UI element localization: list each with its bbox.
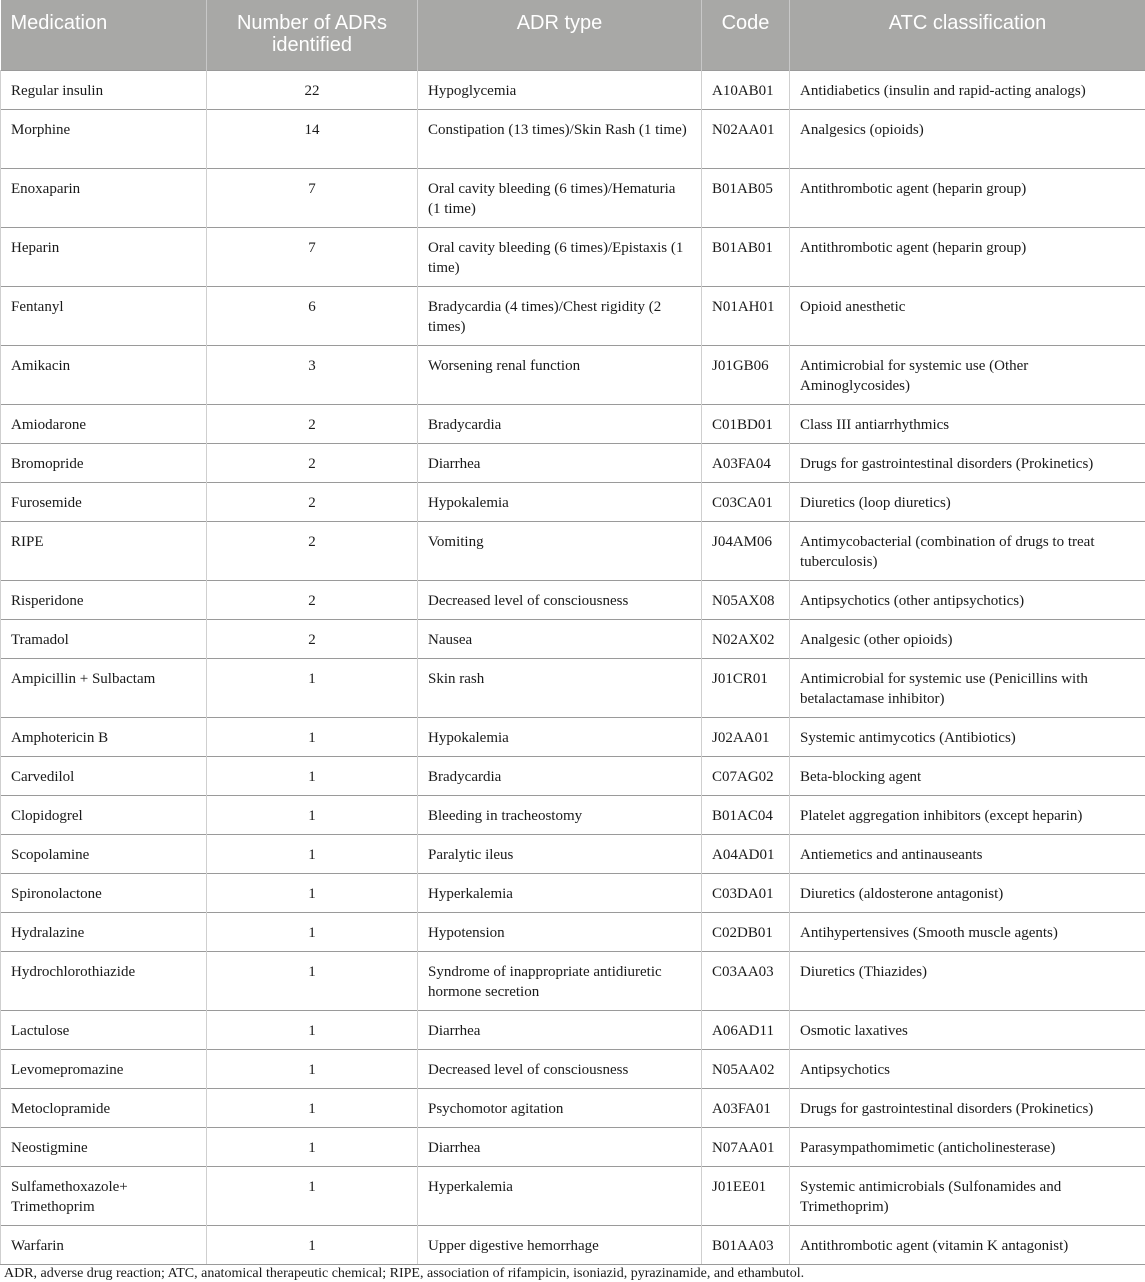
table-row bbox=[1, 521, 1145, 580]
cell-code: C07AG02 bbox=[702, 756, 790, 795]
table-row bbox=[1, 70, 1145, 109]
table-row bbox=[1, 345, 1145, 404]
cell-adr-count: 3 bbox=[207, 345, 418, 404]
header-number-of-adrs: Number of ADRs identified bbox=[207, 0, 418, 70]
cell-adr-type: Psychomotor agitation bbox=[418, 1088, 702, 1127]
table-row bbox=[1, 482, 1145, 521]
table-row bbox=[1, 404, 1145, 443]
cell-medication: Sulfamethoxazole+ Trimethoprim bbox=[1, 1166, 207, 1225]
cell-adr-type: Diarrhea bbox=[418, 1127, 702, 1166]
cell-code: A03FA04 bbox=[702, 443, 790, 482]
cell-medication: Metoclopramide bbox=[1, 1088, 207, 1127]
cell-medication: Amphotericin B bbox=[1, 717, 207, 756]
cell-code: J02AA01 bbox=[702, 717, 790, 756]
cell-medication: Ampicillin + Sulbactam bbox=[1, 658, 207, 717]
cell-atc-classification: Antithrombotic agent (heparin group) bbox=[790, 227, 1145, 286]
cell-atc-classification: Diuretics (Thiazides) bbox=[790, 951, 1145, 1010]
cell-adr-count: 7 bbox=[207, 168, 418, 227]
cell-adr-count: 1 bbox=[207, 717, 418, 756]
cell-adr-count: 1 bbox=[207, 795, 418, 834]
table-row bbox=[1, 1225, 1145, 1264]
cell-atc-classification: Antiemetics and antinauseants bbox=[790, 834, 1145, 873]
cell-atc-classification: Platelet aggregation inhibitors (except heparin) bbox=[790, 795, 1145, 834]
cell-atc-classification: Analgesics (opioids) bbox=[790, 109, 1145, 168]
cell-adr-count: 1 bbox=[207, 873, 418, 912]
cell-atc-classification: Antihypertensives (Smooth muscle agents) bbox=[790, 912, 1145, 951]
table-row bbox=[1, 168, 1145, 227]
cell-code: B01AB01 bbox=[702, 227, 790, 286]
cell-code: B01AC04 bbox=[702, 795, 790, 834]
cell-medication: Warfarin bbox=[1, 1225, 207, 1264]
cell-code: J01CR01 bbox=[702, 658, 790, 717]
cell-adr-type: Bradycardia (4 times)/Chest rigidity (2 times) bbox=[418, 286, 702, 345]
cell-code: A03FA01 bbox=[702, 1088, 790, 1127]
cell-atc-classification: Systemic antimycotics (Antibiotics) bbox=[790, 717, 1145, 756]
cell-adr-type: Vomiting bbox=[418, 521, 702, 580]
cell-code: J04AM06 bbox=[702, 521, 790, 580]
cell-adr-type: Bleeding in tracheostomy bbox=[418, 795, 702, 834]
cell-atc-classification: Osmotic laxatives bbox=[790, 1010, 1145, 1049]
cell-adr-type: Hypoglycemia bbox=[418, 70, 702, 109]
cell-atc-classification: Antipsychotics (other antipsychotics) bbox=[790, 580, 1145, 619]
cell-adr-type: Hyperkalemia bbox=[418, 873, 702, 912]
cell-adr-type: Decreased level of consciousness bbox=[418, 580, 702, 619]
cell-adr-count: 1 bbox=[207, 951, 418, 1010]
table-row bbox=[1, 951, 1145, 1010]
table-row bbox=[1, 109, 1145, 168]
cell-atc-classification: Antipsychotics bbox=[790, 1049, 1145, 1088]
cell-code: N02AX02 bbox=[702, 619, 790, 658]
cell-atc-classification: Drugs for gastrointestinal disorders (Prokinetics) bbox=[790, 443, 1145, 482]
cell-medication: Furosemide bbox=[1, 482, 207, 521]
cell-medication: Tramadol bbox=[1, 619, 207, 658]
cell-code: N05AX08 bbox=[702, 580, 790, 619]
cell-code: J01GB06 bbox=[702, 345, 790, 404]
cell-adr-type: Diarrhea bbox=[418, 1010, 702, 1049]
cell-adr-count: 1 bbox=[207, 1225, 418, 1264]
cell-adr-type: Hypokalemia bbox=[418, 482, 702, 521]
table-row bbox=[1, 658, 1145, 717]
cell-medication: Scopolamine bbox=[1, 834, 207, 873]
cell-code: N05AA02 bbox=[702, 1049, 790, 1088]
cell-adr-count: 2 bbox=[207, 580, 418, 619]
table-row bbox=[1, 1166, 1145, 1225]
table-row bbox=[1, 756, 1145, 795]
table-row bbox=[1, 717, 1145, 756]
cell-medication: Clopidogrel bbox=[1, 795, 207, 834]
cell-adr-type: Hyperkalemia bbox=[418, 1166, 702, 1225]
table-row bbox=[1, 580, 1145, 619]
cell-adr-count: 7 bbox=[207, 227, 418, 286]
cell-adr-count: 22 bbox=[207, 70, 418, 109]
cell-medication: Enoxaparin bbox=[1, 168, 207, 227]
cell-adr-type: Worsening renal function bbox=[418, 345, 702, 404]
table-header bbox=[1, 0, 1145, 70]
cell-atc-classification: Opioid anesthetic bbox=[790, 286, 1145, 345]
cell-adr-count: 1 bbox=[207, 1127, 418, 1166]
cell-code: N07AA01 bbox=[702, 1127, 790, 1166]
table-body bbox=[1, 70, 1145, 1264]
cell-medication: Amiodarone bbox=[1, 404, 207, 443]
table-row bbox=[1, 912, 1145, 951]
cell-adr-type: Paralytic ileus bbox=[418, 834, 702, 873]
cell-medication: Fentanyl bbox=[1, 286, 207, 345]
table-row bbox=[1, 795, 1145, 834]
cell-adr-count: 6 bbox=[207, 286, 418, 345]
cell-atc-classification: Drugs for gastrointestinal disorders (Prokinetics) bbox=[790, 1088, 1145, 1127]
cell-adr-type: Constipation (13 times)/Skin Rash (1 time) bbox=[418, 109, 702, 168]
cell-atc-classification: Systemic antimicrobials (Sulfonamides and Trimethoprim) bbox=[790, 1166, 1145, 1225]
cell-medication: Carvedilol bbox=[1, 756, 207, 795]
cell-adr-count: 1 bbox=[207, 834, 418, 873]
cell-adr-count: 2 bbox=[207, 443, 418, 482]
table-row bbox=[1, 834, 1145, 873]
header-medication: Medication bbox=[1, 0, 207, 70]
cell-medication: Lactulose bbox=[1, 1010, 207, 1049]
cell-atc-classification: Parasympathomimetic (anticholinesterase) bbox=[790, 1127, 1145, 1166]
cell-medication: Risperidone bbox=[1, 580, 207, 619]
cell-adr-type: Oral cavity bleeding (6 times)/Hematuria (1 time) bbox=[418, 168, 702, 227]
table-row bbox=[1, 286, 1145, 345]
cell-adr-count: 14 bbox=[207, 109, 418, 168]
cell-atc-classification: Antidiabetics (insulin and rapid-acting analogs) bbox=[790, 70, 1145, 109]
table-footnote: ADR, adverse drug reaction; ATC, anatomical therapeutic chemical; RIPE, association of rifampicin, isoniazid, pyrazinamide, and ethambutol. bbox=[4, 1266, 805, 1281]
cell-adr-type: Upper digestive hemorrhage bbox=[418, 1225, 702, 1264]
table-row bbox=[1, 443, 1145, 482]
cell-code: C03AA03 bbox=[702, 951, 790, 1010]
cell-atc-classification: Antimycobacterial (combination of drugs to treat tuberculosis) bbox=[790, 521, 1145, 580]
table-row bbox=[1, 1010, 1145, 1049]
cell-adr-count: 1 bbox=[207, 1049, 418, 1088]
cell-adr-type: Hypokalemia bbox=[418, 717, 702, 756]
cell-atc-classification: Antithrombotic agent (vitamin K antagonist) bbox=[790, 1225, 1145, 1264]
cell-atc-classification: Antimicrobial for systemic use (Penicillins with betalactamase inhibitor) bbox=[790, 658, 1145, 717]
cell-adr-count: 2 bbox=[207, 619, 418, 658]
cell-medication: Spironolactone bbox=[1, 873, 207, 912]
cell-code: J01EE01 bbox=[702, 1166, 790, 1225]
cell-adr-count: 1 bbox=[207, 1010, 418, 1049]
cell-atc-classification: Analgesic (other opioids) bbox=[790, 619, 1145, 658]
cell-adr-type: Syndrome of inappropriate antidiuretic hormone secretion bbox=[418, 951, 702, 1010]
table-row bbox=[1, 873, 1145, 912]
cell-atc-classification: Antimicrobial for systemic use (Other Aminoglycosides) bbox=[790, 345, 1145, 404]
cell-code: C03CA01 bbox=[702, 482, 790, 521]
cell-medication: Morphine bbox=[1, 109, 207, 168]
cell-atc-classification: Class III antiarrhythmics bbox=[790, 404, 1145, 443]
cell-code: B01AA03 bbox=[702, 1225, 790, 1264]
table-row bbox=[1, 1049, 1145, 1088]
cell-adr-type: Bradycardia bbox=[418, 404, 702, 443]
cell-adr-type: Nausea bbox=[418, 619, 702, 658]
cell-adr-count: 1 bbox=[207, 756, 418, 795]
cell-code: N02AA01 bbox=[702, 109, 790, 168]
cell-adr-type: Skin rash bbox=[418, 658, 702, 717]
cell-medication: RIPE bbox=[1, 521, 207, 580]
cell-adr-count: 2 bbox=[207, 482, 418, 521]
cell-code: A10AB01 bbox=[702, 70, 790, 109]
cell-adr-type: Bradycardia bbox=[418, 756, 702, 795]
cell-atc-classification: Diuretics (loop diuretics) bbox=[790, 482, 1145, 521]
cell-code: B01AB05 bbox=[702, 168, 790, 227]
cell-adr-type: Hypotension bbox=[418, 912, 702, 951]
cell-adr-count: 1 bbox=[207, 1088, 418, 1127]
cell-atc-classification: Diuretics (aldosterone antagonist) bbox=[790, 873, 1145, 912]
cell-atc-classification: Antithrombotic agent (heparin group) bbox=[790, 168, 1145, 227]
cell-code: C02DB01 bbox=[702, 912, 790, 951]
header-atc-classification: ATC classification bbox=[790, 0, 1145, 70]
cell-atc-classification: Beta-blocking agent bbox=[790, 756, 1145, 795]
cell-adr-count: 1 bbox=[207, 1166, 418, 1225]
cell-adr-type: Diarrhea bbox=[418, 443, 702, 482]
header-row bbox=[1, 0, 1145, 70]
table-row bbox=[1, 227, 1145, 286]
cell-medication: Heparin bbox=[1, 227, 207, 286]
cell-adr-count: 1 bbox=[207, 912, 418, 951]
cell-adr-count: 2 bbox=[207, 521, 418, 580]
cell-medication: Amikacin bbox=[1, 345, 207, 404]
header-code: Code bbox=[702, 0, 790, 70]
cell-adr-count: 2 bbox=[207, 404, 418, 443]
cell-medication: Levomepromazine bbox=[1, 1049, 207, 1088]
header-adr-type: ADR type bbox=[418, 0, 702, 70]
cell-medication: Regular insulin bbox=[1, 70, 207, 109]
cell-code: A04AD01 bbox=[702, 834, 790, 873]
cell-code: N01AH01 bbox=[702, 286, 790, 345]
cell-adr-count: 1 bbox=[207, 658, 418, 717]
table-row bbox=[1, 619, 1145, 658]
cell-medication: Bromopride bbox=[1, 443, 207, 482]
cell-code: C03DA01 bbox=[702, 873, 790, 912]
table-row bbox=[1, 1127, 1145, 1166]
table-row bbox=[1, 1088, 1145, 1127]
cell-medication: Hydrochlorothiazide bbox=[1, 951, 207, 1010]
cell-medication: Neostigmine bbox=[1, 1127, 207, 1166]
cell-code: A06AD11 bbox=[702, 1010, 790, 1049]
cell-adr-type: Oral cavity bleeding (6 times)/Epistaxis (1 time) bbox=[418, 227, 702, 286]
cell-code: C01BD01 bbox=[702, 404, 790, 443]
cell-medication: Hydralazine bbox=[1, 912, 207, 951]
cell-adr-type: Decreased level of consciousness bbox=[418, 1049, 702, 1088]
